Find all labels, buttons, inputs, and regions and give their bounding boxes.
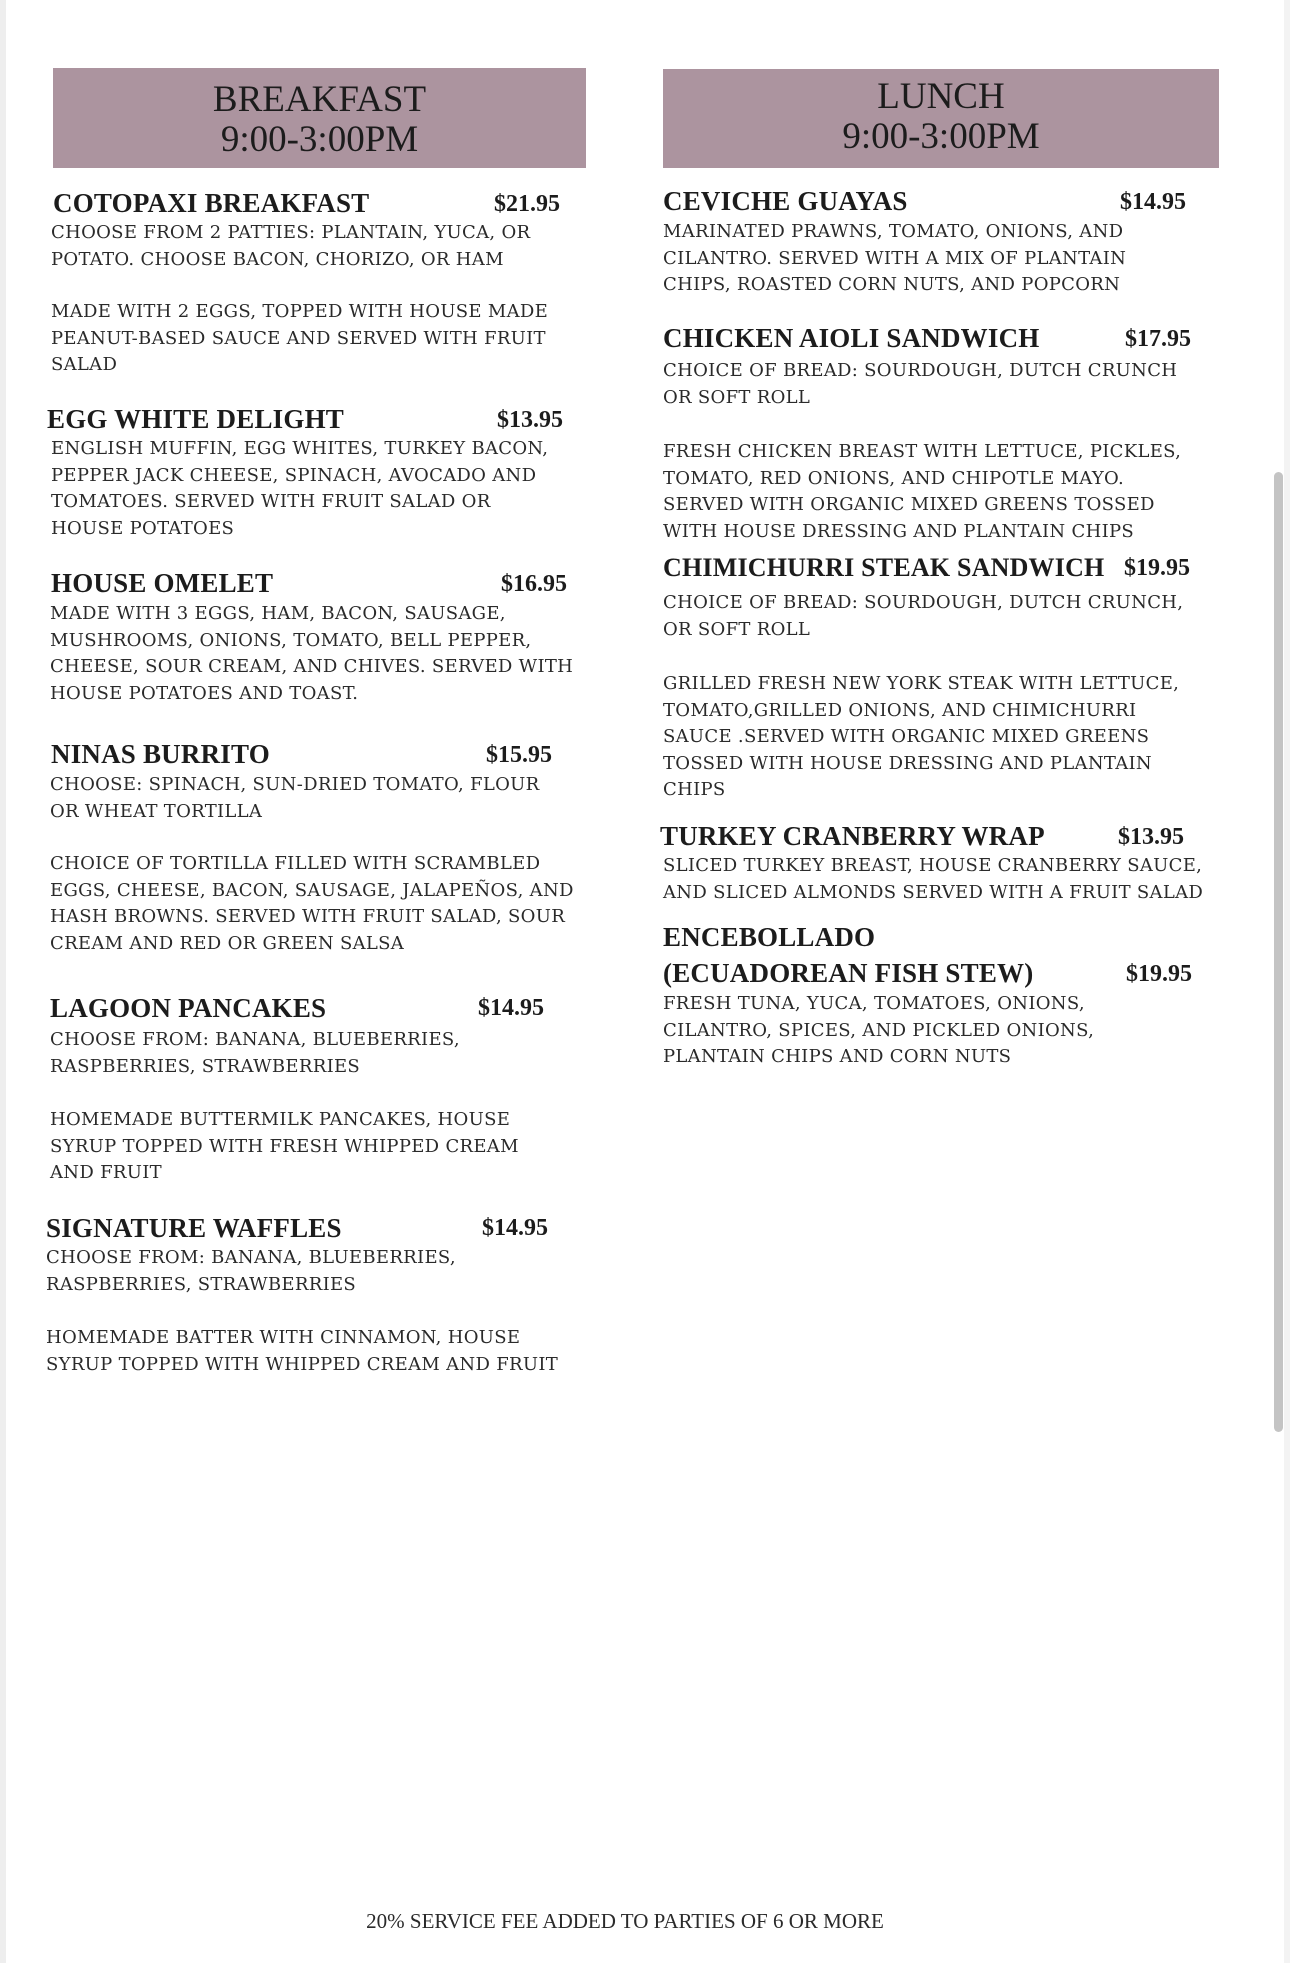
page-right-edge — [1284, 0, 1290, 1963]
item-options: CHOOSE FROM 2 PATTIES: PLANTAIN, YUCA, OR POTATO. CHOOSE BACON, CHORIZO, OR HAM — [51, 222, 531, 270]
breakfast-header — [53, 68, 586, 168]
item-title: SIGNATURE WAFFLES — [46, 1213, 342, 1243]
item-description: MADE WITH 3 EGGS, HAM, BACON, SAUSAGE, MUSHROOMS, ONIONS, TOMATO, BELL PEPPER, CHEESE, SOUR CREAM, AND CHIVES. SERVED WITH HOUSE POTATOES AND TOAST. — [50, 603, 574, 704]
item-price: $15.95 — [486, 742, 552, 768]
lunch-heading: LUNCH — [877, 76, 1005, 117]
page-left-edge — [0, 0, 6, 1963]
item-title: CEVICHE GUAYAS — [663, 186, 908, 216]
item-description: MADE WITH 2 EGGS, TOPPED WITH HOUSE MADE PEANUT-BASED SAUCE AND SERVED WITH FRUIT SALAD — [51, 301, 549, 375]
item-price: $19.95 — [1126, 961, 1192, 987]
item-description: SLICED TURKEY BREAST, HOUSE CRANBERRY SAUCE, AND SLICED ALMONDS SERVED WITH A FRUIT SALAD — [663, 855, 1204, 903]
item-title: TURKEY CRANBERRY WRAP — [660, 821, 1045, 851]
item-price: $21.95 — [494, 191, 560, 217]
item-price: $14.95 — [482, 1215, 548, 1241]
item-price: $14.95 — [478, 995, 544, 1021]
item-title: NINAS BURRITO — [51, 739, 270, 769]
item-subtitle: (ECUADOREAN FISH STEW) — [663, 958, 1034, 988]
lunch-hours: 9:00-3:00PM — [842, 116, 1040, 157]
item-description: GRILLED FRESH NEW YORK STEAK WITH LETTUCE, TOMATO,GRILLED ONIONS, AND CHIMICHURRI SAUCE .SERVED WITH ORGANIC MIXED GREENS TOSSED WITH HOUSE DRESSING AND PLANTAIN CHIPS — [663, 673, 1180, 800]
item-description: ENGLISH MUFFIN, EGG WHITES, TURKEY BACON, PEPPER JACK CHEESE, SPINACH, AVOCADO AND TOMATOES. SERVED WITH FRUIT SALAD OR HOUSE POTATOES — [51, 438, 549, 539]
vertical-scrollbar[interactable] — [1274, 472, 1283, 1432]
breakfast-heading: BREAKFAST — [212, 79, 427, 120]
item-title: ENCEBOLLADO — [663, 922, 876, 952]
item-title: CHICKEN AIOLI SANDWICH — [663, 323, 1040, 353]
item-price: $13.95 — [497, 407, 563, 433]
item-title: CHIMICHURRI STEAK SANDWICH — [663, 553, 1105, 582]
item-description: HOMEMADE BATTER WITH CINNAMON, HOUSE SYRUP TOPPED WITH WHIPPED CREAM AND FRUIT — [46, 1327, 559, 1375]
item-description: HOMEMADE BUTTERMILK PANCAKES, HOUSE SYRUP TOPPED WITH FRESH WHIPPED CREAM AND FRUIT — [50, 1109, 519, 1183]
item-price: $14.95 — [1120, 189, 1186, 215]
lunch-header — [663, 69, 1219, 168]
item-options: CHOOSE FROM: BANANA, BLUEBERRIES, RASPBERRIES, STRAWBERRIES — [46, 1247, 456, 1295]
item-price: $13.95 — [1118, 824, 1184, 850]
item-title: HOUSE OMELET — [51, 568, 274, 598]
item-description: CHOICE OF TORTILLA FILLED WITH SCRAMBLED EGGS, CHEESE, BACON, SAUSAGE, JALAPEÑOS, AND HASH BROWNS. SERVED WITH FRUIT SALAD, SOUR CREAM AND RED OR GREEN SALSA — [50, 853, 574, 954]
item-description: FRESH TUNA, YUCA, TOMATOES, ONIONS, CILANTRO, SPICES, AND PICKLED ONIONS, PLANTAIN CHIPS AND CORN NUTS — [663, 993, 1095, 1067]
item-title: EGG WHITE DELIGHT — [47, 404, 344, 434]
item-options: CHOOSE: SPINACH, SUN-DRIED TOMATO, FLOUR OR WHEAT TORTILLA — [50, 774, 540, 822]
item-description: FRESH CHICKEN BREAST WITH LETTUCE, PICKLES, TOMATO, RED ONIONS, AND CHIPOTLE MAYO. SERVED WITH ORGANIC MIXED GREENS TOSSED WITH HOUSE DRESSING AND PLANTAIN CHIPS — [663, 441, 1182, 542]
item-options: CHOICE OF BREAD: SOURDOUGH, DUTCH CRUNCH, OR SOFT ROLL — [663, 592, 1184, 640]
item-options: CHOICE OF BREAD: SOURDOUGH, DUTCH CRUNCH OR SOFT ROLL — [663, 360, 1178, 408]
item-title: LAGOON PANCAKES — [50, 993, 327, 1023]
item-description: MARINATED PRAWNS, TOMATO, ONIONS, AND CILANTRO. SERVED WITH A MIX OF PLANTAIN CHIPS, ROASTED CORN NUTS, AND POPCORN — [663, 221, 1127, 295]
service-fee-note: 20% SERVICE FEE ADDED TO PARTIES OF 6 OR MORE — [366, 1909, 884, 1933]
item-price: $16.95 — [501, 571, 567, 597]
item-price: $17.95 — [1125, 326, 1191, 352]
item-price: $19.95 — [1124, 555, 1190, 581]
item-title: COTOPAXI BREAKFAST — [53, 188, 370, 218]
breakfast-hours: 9:00-3:00PM — [220, 119, 419, 160]
item-options: CHOOSE FROM: BANANA, BLUEBERRIES, RASPBERRIES, STRAWBERRIES — [50, 1029, 460, 1077]
